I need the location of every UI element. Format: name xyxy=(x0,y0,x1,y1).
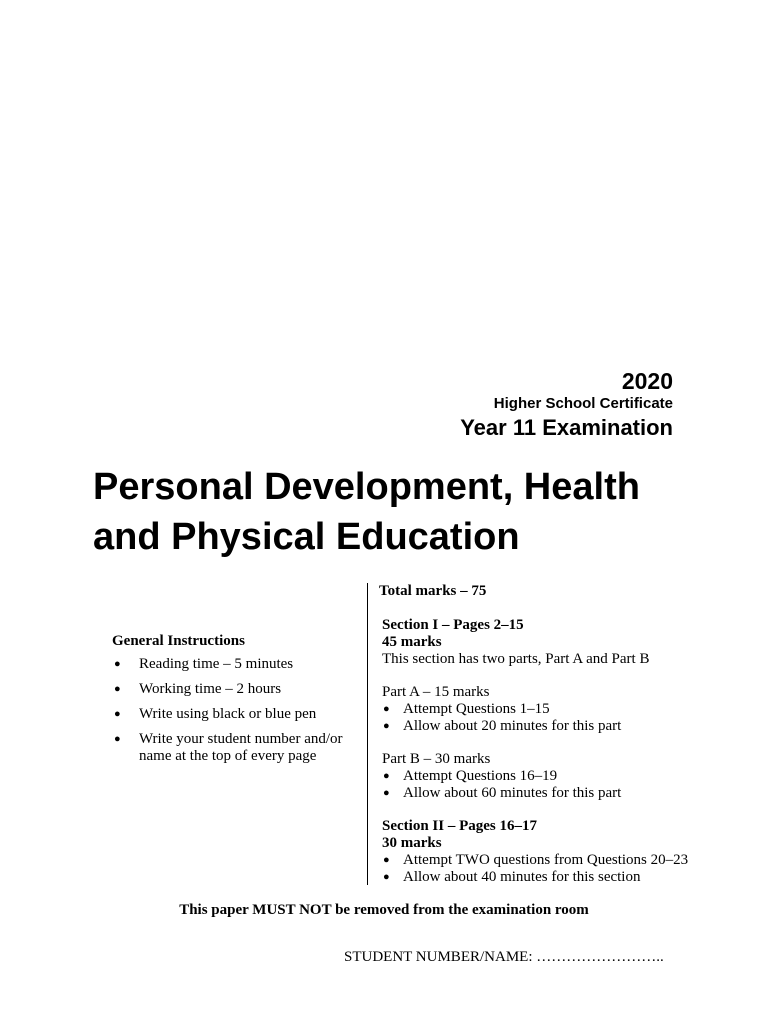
exam-name: Year 11 Examination xyxy=(460,415,673,440)
list-item xyxy=(112,706,362,723)
part-a-heading: Part A – 15 marks xyxy=(382,684,490,700)
bullet-icon: ● xyxy=(383,854,390,866)
section-1-heading: Section I – Pages 2–15 xyxy=(382,617,524,633)
general-instructions xyxy=(112,632,362,773)
bullet-icon: ● xyxy=(383,703,390,715)
instruction-text: Write your student number and/or name at the top of every page xyxy=(139,731,343,764)
bullet-icon: ● xyxy=(114,733,121,745)
list-item xyxy=(382,718,739,735)
list-item xyxy=(382,785,739,802)
part-a-item: Attempt Questions 1–15 xyxy=(403,701,550,717)
list-item xyxy=(382,852,739,869)
bullet-icon: ● xyxy=(383,871,390,883)
course-title-line-2: and Physical Education xyxy=(93,516,520,558)
exam-year: 2020 xyxy=(621,368,673,394)
section-2-marks: 30 marks xyxy=(382,835,442,851)
instruction-text: Working time – 2 hours xyxy=(139,681,282,697)
column-divider xyxy=(367,583,368,885)
part-a-item: Allow about 20 minutes for this part xyxy=(403,718,622,734)
list-item xyxy=(112,681,362,698)
part-b-item: Attempt Questions 16–19 xyxy=(403,768,558,784)
section-2-heading: Section II – Pages 16–17 xyxy=(382,818,537,834)
section-1-marks: 45 marks xyxy=(382,634,442,650)
list-item xyxy=(112,731,362,765)
list-item xyxy=(382,768,739,785)
bullet-icon: ● xyxy=(383,770,390,782)
course-title-line-1: Personal Development, Health xyxy=(93,466,640,508)
marks-breakdown xyxy=(379,583,739,886)
part-b-heading: Part B – 30 marks xyxy=(382,751,491,767)
bullet-icon: ● xyxy=(114,658,121,670)
list-item xyxy=(382,701,739,718)
course-title xyxy=(93,462,733,562)
section-2-item: Allow about 40 minutes for this section xyxy=(403,869,641,885)
instruction-text: Write using black or blue pen xyxy=(139,706,317,722)
list-item xyxy=(112,656,362,673)
total-marks: Total marks – 75 xyxy=(379,583,487,599)
section-2-item: Attempt TWO questions from Questions 20–23 xyxy=(403,852,689,868)
certificate-name: Higher School Certificate xyxy=(493,395,673,412)
part-b-item: Allow about 60 minutes for this part xyxy=(403,785,622,801)
student-number-field: STUDENT NUMBER/NAME: …………………….. xyxy=(344,949,664,965)
bullet-icon: ● xyxy=(114,683,121,695)
removal-warning: This paper MUST NOT be removed from the examination room xyxy=(179,902,589,918)
exam-header xyxy=(460,366,673,442)
general-instructions-heading: General Instructions xyxy=(112,633,245,649)
bullet-icon: ● xyxy=(383,787,390,799)
instruction-text: Reading time – 5 minutes xyxy=(139,656,294,672)
general-instructions-list xyxy=(112,656,362,765)
section-1-description: This section has two parts, Part A and Part B xyxy=(382,651,650,667)
bullet-icon: ● xyxy=(114,708,121,720)
list-item xyxy=(382,869,739,886)
bullet-icon: ● xyxy=(383,720,390,732)
